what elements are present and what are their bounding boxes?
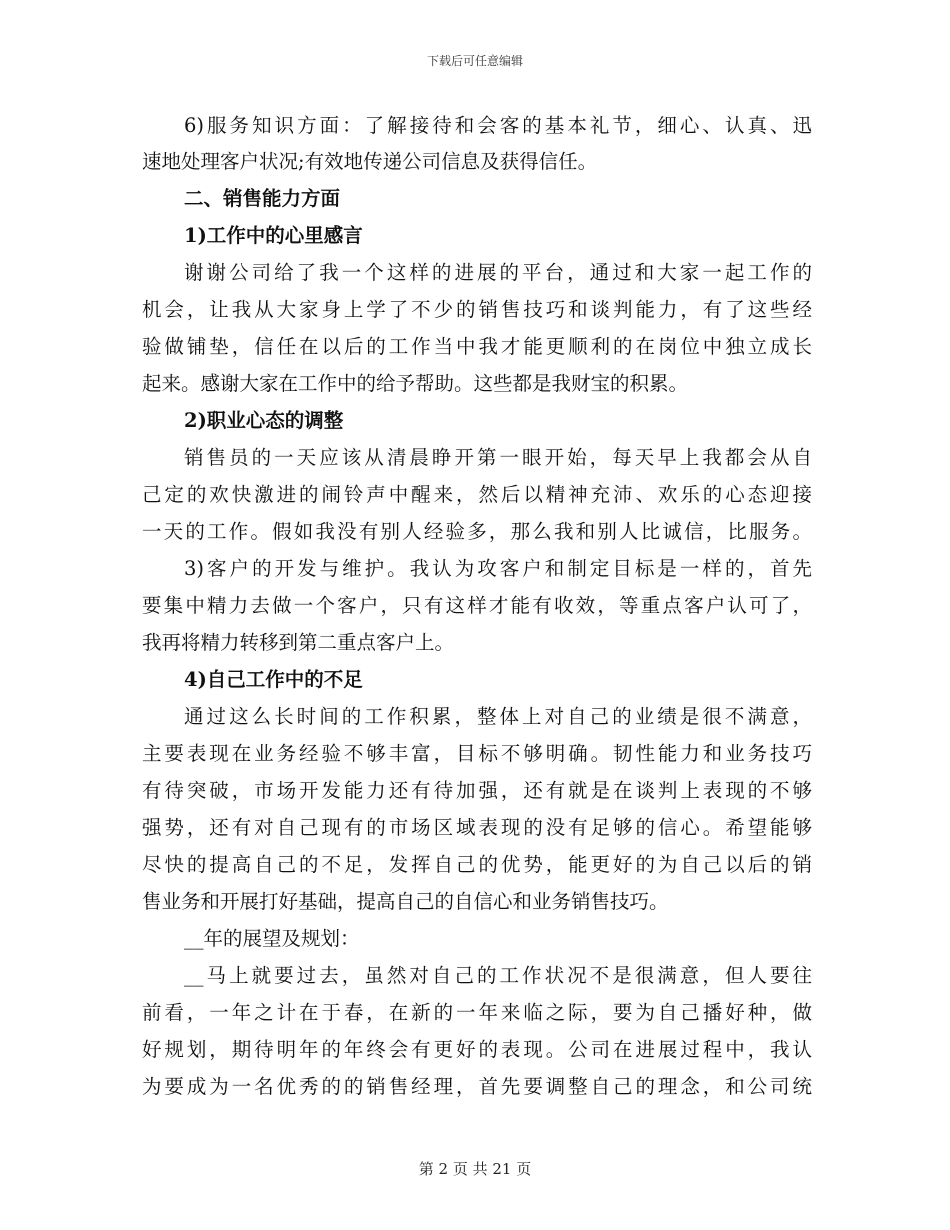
paragraph-line: 销售员的一天应该从清晨睁开第一眼开始，每天早上我都会从自 [184, 446, 812, 469]
paragraph-line: 速地处理客户状况;有效地传递公司信息及获得信任。 [142, 150, 598, 173]
paragraph-line: 6)服务知识方面：了解接待和会客的基本礼节，细心、认真、迅 [184, 114, 812, 137]
subsection-heading: 1)工作中的心里感言 [184, 224, 363, 247]
paragraph-line: 强势，还有对自己现有的市场区域表现的没有足够的信心。希望能够 [142, 816, 812, 839]
paragraph-line: 有待突破，市场开发能力还有待加强，还有就是在谈判上表现的不够 [142, 779, 812, 802]
paragraph-line: 主要表现在业务经验不够丰富，目标不够明确。韧性能力和业务技巧 [142, 742, 812, 765]
subsection-heading: 4)自己工作中的不足 [184, 668, 363, 691]
paragraph-line: 好规划，期待明年的年终会有更好的表现。公司在进展过程中，我认 [142, 1038, 812, 1061]
page-header: 下载后可任意编辑 [426, 54, 523, 68]
section-heading: 二、销售能力方面 [184, 187, 341, 210]
paragraph-line: 前看，一年之计在于春，在新的一年来临之际，要为自己播好种，做 [142, 1001, 812, 1024]
paragraph-line: 起来。感谢大家在工作中的给予帮助。这些都是我财宝的积累。 [142, 372, 689, 395]
paragraph-line: 3)客户的开发与维护。我认为攻客户和制定目标是一样的，首先 [184, 557, 812, 580]
paragraph-line: __马上就要过去，虽然对自己的工作状况不是很满意，但人要往 [184, 964, 812, 987]
page-number-footer: 第 2 页 共 21 页 [418, 1160, 532, 1178]
paragraph-line: 售业务和开展打好基础，提高自己的自信心和业务销售技巧。 [142, 890, 669, 913]
paragraph-line: 谢谢公司给了我一个这样的进展的平台，通过和大家一起工作的 [184, 261, 812, 284]
subsection-heading: 2)职业心态的调整 [184, 409, 344, 432]
paragraph-line: 通过这么长时间的工作积累，整体上对自己的业绩是很不满意， [184, 705, 812, 728]
paragraph-line: 我再将精力转移到第二重点客户上。 [142, 631, 455, 654]
paragraph-line: 机会，让我从大家身上学了不少的销售技巧和谈判能力，有了这些经 [142, 298, 812, 321]
paragraph-line: 为要成为一名优秀的的销售经理，首先要调整自己的理念，和公司统 [142, 1075, 812, 1098]
paragraph-line: 尽快的提高自己的不足，发挥自己的优势，能更好的为自己以后的销 [142, 853, 812, 876]
paragraph-line: __年的展望及规划： [184, 927, 360, 950]
paragraph-line: 验做铺垫，信任在以后的工作当中我才能更顺利的在岗位中独立成长 [142, 335, 812, 358]
paragraph-line: 一天的工作。假如我没有别人经验多，那么我和别人比诚信，比服务。 [142, 520, 812, 543]
paragraph-line: 要集中精力去做一个客户，只有这样才能有收效，等重点客户认可了， [142, 594, 812, 617]
paragraph-line: 己定的欢快激进的闹铃声中醒来，然后以精神充沛、欢乐的心态迎接 [142, 483, 812, 506]
